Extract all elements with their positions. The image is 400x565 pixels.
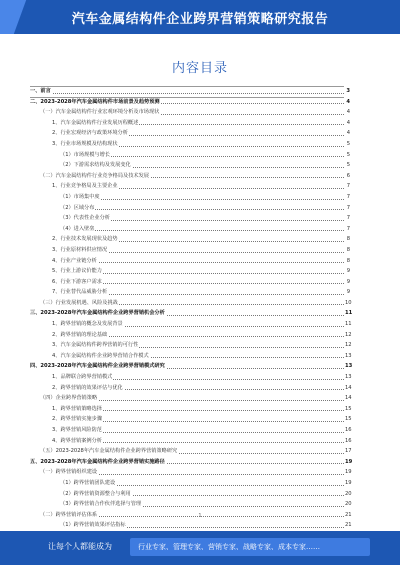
toc-entry-page: 19 bbox=[344, 467, 350, 478]
toc-entry[interactable] bbox=[30, 436, 350, 447]
toc-entry[interactable] bbox=[30, 245, 350, 256]
toc-entry[interactable] bbox=[30, 160, 350, 171]
toc-entry-page: 5 bbox=[344, 150, 350, 161]
toc-entry-page: 16 bbox=[344, 436, 350, 447]
toc-leader-dots bbox=[30, 93, 344, 94]
table-of-contents bbox=[30, 86, 353, 531]
toc-entry-page: 4 bbox=[344, 118, 350, 129]
toc-entry-page: 19 bbox=[344, 457, 350, 468]
report-title: 汽车金属结构件企业跨界营销策略研究报告 bbox=[71, 12, 329, 27]
toc-entry-text: 3、行业市场规模及结构现状 bbox=[52, 140, 118, 147]
toc-entry-page: 8 bbox=[344, 256, 350, 267]
toc-entry-text: 3、行业原材料供应情况 bbox=[52, 246, 108, 253]
toc-entry[interactable] bbox=[30, 203, 350, 214]
toc-entry-page: 21 bbox=[344, 510, 350, 521]
toc-entry-text: （五）2023-2028年汽车金属结构件企业跨界营销策略研究 bbox=[40, 448, 178, 455]
toc-entry[interactable] bbox=[30, 213, 350, 224]
toc-entry-text: 4、行业产业链分析 bbox=[52, 257, 97, 264]
toc-entry[interactable] bbox=[30, 181, 350, 192]
toc-entry-text: （4）进入壁垒 bbox=[60, 225, 95, 232]
toc-entry-text: （二）跨界营销评估体系 bbox=[40, 511, 98, 518]
toc-entry[interactable] bbox=[30, 499, 350, 510]
toc-entry[interactable] bbox=[30, 404, 350, 415]
toc-entry-page: 13 bbox=[344, 372, 350, 383]
toc-entry-page: 21 bbox=[344, 520, 350, 531]
toc-entry-page: 14 bbox=[344, 383, 350, 394]
toc-entry[interactable] bbox=[30, 425, 350, 436]
toc-entry[interactable] bbox=[30, 308, 353, 319]
toc-entry-page: 7 bbox=[344, 213, 350, 224]
toc-entry[interactable] bbox=[30, 171, 350, 182]
toc-entry-page: 7 bbox=[344, 224, 350, 235]
toc-entry-page: 9 bbox=[344, 287, 350, 298]
toc-entry-text: （四）企业跨界营销策略 bbox=[40, 395, 98, 402]
toc-entry[interactable] bbox=[30, 266, 350, 277]
toc-entry-page: 13 bbox=[344, 351, 350, 362]
toc-entry-page: 8 bbox=[344, 245, 350, 256]
toc-entry[interactable] bbox=[30, 287, 350, 298]
toc-entry-page: 7 bbox=[344, 181, 350, 192]
toc-entry-page: 12 bbox=[344, 330, 350, 341]
page-number: 1 bbox=[198, 513, 202, 519]
toc-entry[interactable] bbox=[30, 467, 350, 478]
toc-entry-page: 15 bbox=[344, 414, 350, 425]
toc-entry[interactable] bbox=[30, 224, 350, 235]
toc-entry-text: 2、跨界营销的理论基础 bbox=[52, 331, 108, 338]
toc-entry-page: 8 bbox=[344, 234, 350, 245]
toc-entry-text: （1）跨界营销效果评估指标 bbox=[60, 522, 126, 529]
toc-entry[interactable] bbox=[30, 383, 350, 394]
toc-entry-page: 10 bbox=[344, 298, 350, 309]
toc-entry[interactable] bbox=[30, 361, 353, 372]
toc-entry-page: 9 bbox=[344, 266, 350, 277]
toc-entry[interactable] bbox=[30, 520, 350, 531]
toc-entry[interactable] bbox=[30, 192, 350, 203]
toc-entry-text: （2）跨界营销资源整合与利用 bbox=[60, 490, 131, 497]
toc-entry-text: 三、2023-2028年汽车金属结构件企业跨界营销机会分析 bbox=[30, 310, 165, 317]
toc-entry[interactable] bbox=[30, 277, 350, 288]
toc-entry-text: 2、行业宏观经济与政策环境分析 bbox=[52, 130, 128, 137]
toc-entry-text: （一）汽车金属结构件行业宏观环境分析及市场现状 bbox=[40, 109, 160, 116]
toc-entry[interactable] bbox=[30, 234, 350, 245]
toc-entry[interactable] bbox=[30, 489, 350, 500]
toc-entry-text: 1、跨界营销策略选择 bbox=[52, 405, 102, 412]
toc-entry[interactable] bbox=[30, 414, 350, 425]
toc-leader-dots bbox=[60, 230, 344, 231]
toc-entry-text: 6、行业下游客户需求 bbox=[52, 278, 102, 285]
toc-leader-dots bbox=[60, 209, 344, 210]
toc-entry-text: （1）跨界营销团队建设 bbox=[60, 479, 116, 486]
toc-entry-text: 1、行业竞争格局及主要企业 bbox=[52, 183, 118, 190]
toc-entry-text: 5、行业上游议价能力 bbox=[52, 268, 102, 275]
toc-entry[interactable] bbox=[30, 351, 350, 362]
toc-entry-text: （1）市场规模与增长 bbox=[60, 151, 110, 158]
toc-entry-text: 2、跨界营销实施步骤 bbox=[52, 416, 102, 423]
toc-entry-page: 4 bbox=[344, 128, 350, 139]
toc-entry-page: 16 bbox=[344, 425, 350, 436]
toc-entry-page: 15 bbox=[344, 404, 350, 415]
toc-entry[interactable] bbox=[30, 150, 350, 161]
toc-entry[interactable] bbox=[30, 86, 350, 97]
toc-entry-page: 12 bbox=[344, 340, 350, 351]
toc-entry-page: 5 bbox=[344, 160, 350, 171]
toc-entry-page: 14 bbox=[344, 393, 350, 404]
toc-entry-text: （3）代表性企业分析 bbox=[60, 215, 110, 222]
toc-entry[interactable] bbox=[30, 128, 350, 139]
toc-entry[interactable] bbox=[30, 372, 350, 383]
toc-entry-text: 3、跨界营销风险防范 bbox=[52, 427, 102, 433]
toc-entry-text: （1）市场集中度 bbox=[60, 193, 100, 200]
footer-banner bbox=[0, 531, 400, 565]
toc-entry-text: 4、跨界营销案例分析 bbox=[52, 437, 102, 444]
toc-entry-text: （2）下游需求结构及发展变化 bbox=[60, 162, 131, 169]
toc-entry-page: 11 bbox=[344, 308, 350, 319]
toc-entry-text: （三）行业发展机遇、风险及挑战 bbox=[40, 299, 118, 306]
toc-entry[interactable] bbox=[30, 457, 353, 468]
toc-entry-page: 6 bbox=[344, 171, 350, 182]
toc-entry-text: 2、跨界营销的效果评估与优化 bbox=[52, 384, 123, 391]
toc-entry[interactable] bbox=[30, 139, 350, 150]
toc-leader-dots bbox=[60, 199, 344, 200]
toc-entry-page: 3 bbox=[344, 86, 350, 97]
toc-entry-page: 17 bbox=[344, 446, 350, 457]
toc-entry-text: 二、2023-2028年汽车金属结构件市场前景及趋势预测 bbox=[30, 98, 160, 105]
toc-entry-text: 3、汽车金属结构件跨界营销的可行性 bbox=[52, 342, 139, 349]
toc-entry-text: 1、品牌联合跨界营销模式 bbox=[52, 374, 113, 381]
footer-slogan: 让每个人都能成为 bbox=[48, 542, 112, 551]
toc-entry[interactable] bbox=[30, 446, 350, 457]
toc-entry-page: 4 bbox=[344, 107, 350, 118]
toc-entry-text: （二）汽车金属结构件行业竞争格局及技术发展 bbox=[40, 172, 149, 179]
toc-entry-page: 20 bbox=[344, 489, 350, 500]
toc-entry-page: 11 bbox=[344, 319, 350, 330]
toc-entry-page: 20 bbox=[344, 499, 350, 510]
toc-entry[interactable] bbox=[30, 107, 350, 118]
toc-entry[interactable] bbox=[30, 256, 350, 267]
header-banner bbox=[0, 0, 400, 34]
toc-entry-text: （3）跨界营销合作伙伴选择与管理 bbox=[60, 501, 142, 508]
toc-entry[interactable] bbox=[30, 298, 350, 309]
toc-entry-page: 9 bbox=[344, 277, 350, 288]
toc-entry[interactable] bbox=[30, 330, 350, 341]
toc-entry-page: 4 bbox=[344, 97, 350, 108]
toc-entry-text: 一、前言 bbox=[30, 88, 51, 94]
toc-entry-text: （2）区域分布 bbox=[60, 204, 95, 211]
toc-entry-text: 2、行业技术发展现状及趋势 bbox=[52, 236, 118, 243]
toc-entry-page: 19 bbox=[344, 478, 350, 489]
toc-entry[interactable] bbox=[30, 478, 350, 489]
toc-entry-page: 5 bbox=[344, 139, 350, 150]
toc-entry-text: 4、汽车金属结构件企业跨界营销合作模式 bbox=[52, 352, 149, 359]
toc-entry-text: 五、2023-2028年汽车金属结构件企业跨界营销实施路径 bbox=[30, 458, 165, 465]
toc-entry-text: （一）跨界营销组织建设 bbox=[40, 469, 98, 476]
toc-entry-text: 1、汽车金属结构件行业发展历程概述 bbox=[52, 119, 139, 126]
toc-entry-text: 1、跨界营销的概念及发展背景 bbox=[52, 321, 123, 328]
footer-tagline: 行业专家、管理专家、营销专家、战略专家、成本专家…… bbox=[138, 543, 320, 551]
toc-entry-page: 7 bbox=[344, 203, 350, 214]
toc-entry[interactable] bbox=[30, 319, 350, 330]
toc-entry-page: 7 bbox=[344, 192, 350, 203]
toc-entry-text: 7、行业替代品威胁分析 bbox=[52, 289, 108, 296]
toc-entry-page: 13 bbox=[344, 361, 350, 372]
toc-entry[interactable] bbox=[30, 118, 350, 129]
toc-entry-text: 四、2023-2028年汽车金属结构件企业跨界营销模式研究 bbox=[30, 363, 165, 370]
toc-entry[interactable] bbox=[30, 340, 350, 351]
toc-entry[interactable] bbox=[30, 97, 350, 108]
toc-title: 内容目录 bbox=[171, 61, 228, 76]
toc-entry[interactable] bbox=[30, 393, 350, 404]
